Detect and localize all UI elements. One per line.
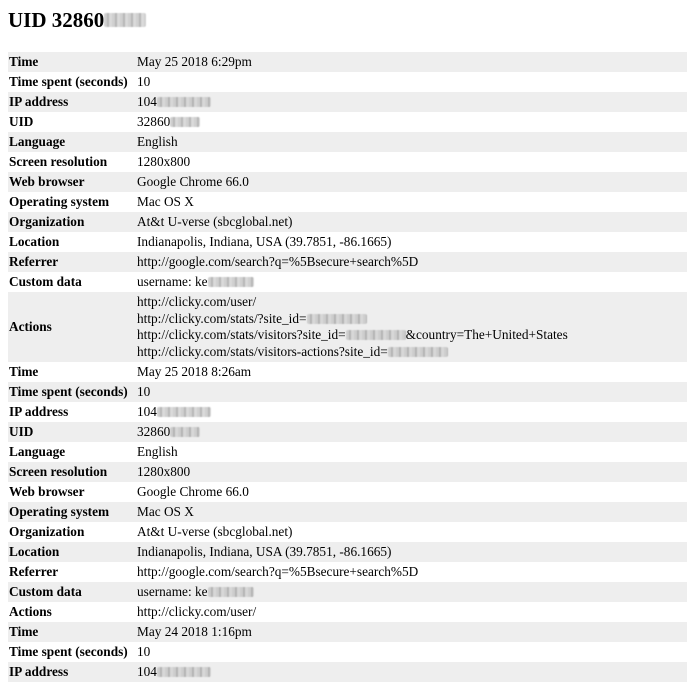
action-link[interactable] [137,344,687,363]
row-label: Actions [8,292,136,362]
table-row [8,442,687,462]
redacted-blur [346,330,406,340]
table-row [8,232,687,252]
ip-address-value: 104 [137,664,157,679]
table-row [8,462,687,482]
action-link[interactable]: http://clicky.com/user/ [136,602,687,622]
row-label: Time spent (seconds) [8,642,136,662]
row-label: IP address [8,92,136,112]
redacted-blur [157,97,211,107]
action-url: http://clicky.com/stats/?site_id= [137,310,307,326]
redacted-blur [157,407,211,417]
row-label: Time [8,52,136,72]
row-label: Time spent (seconds) [8,72,136,92]
custom-data-value: username: ke [137,274,208,289]
row-value [136,582,687,602]
row-value [136,402,687,422]
row-value [136,272,687,292]
redacted-blur [170,117,200,127]
row-label: Operating system [8,192,136,212]
table-row [8,582,687,602]
table-row [8,362,687,382]
row-value: At&t U-verse (sbcglobal.net) [136,522,687,542]
redacted-blur [157,667,211,677]
row-label: Time spent (seconds) [8,382,136,402]
ip-address-value: 104 [137,94,157,109]
action-link[interactable] [137,327,687,344]
row-label: Referrer [8,252,136,272]
row-value: Google Chrome 66.0 [136,482,687,502]
action-url: http://clicky.com/stats/visitors-actions?site_id= [137,343,388,359]
uid-value: 32860 [137,424,171,439]
page-title-text: UID 32860 [8,8,105,32]
ip-address-value: 104 [137,404,157,419]
row-value: 1280x800 [136,152,687,172]
custom-data-value: username: ke [137,584,208,599]
referrer-link[interactable]: http://google.com/search?q=%5Bsecure+search%5D [136,252,687,272]
table-row [8,402,687,422]
table-row [8,542,687,562]
row-label: Time [8,362,136,382]
row-value [136,662,687,682]
row-label: Screen resolution [8,152,136,172]
row-label: Time [8,622,136,642]
action-link[interactable]: http://clicky.com/user/ [137,294,257,309]
row-label: Screen resolution [8,462,136,482]
row-value: 1280x800 [136,462,687,482]
uid-value: 32860 [137,114,171,129]
table-row [8,272,687,292]
action-link[interactable] [137,311,687,328]
redacted-blur [170,427,200,437]
page-title [8,7,692,33]
row-label: Referrer [8,562,136,582]
table-row [8,112,687,132]
table-row [8,562,687,582]
table-row [8,522,687,542]
row-value: May 24 2018 1:16pm [136,622,687,642]
table-row [8,482,687,502]
referrer-link[interactable]: http://google.com/search?q=%5Bsecure+search%5D [136,562,687,582]
row-value [136,92,687,112]
table-row [8,52,687,72]
action-url-suffix: &country=The+United+States [405,327,568,342]
row-label: Location [8,232,136,252]
row-value [136,112,687,132]
row-label: IP address [8,402,136,422]
table-row [8,422,687,442]
row-value: 10 [136,642,687,662]
row-label: Web browser [8,172,136,192]
row-value: English [136,132,687,152]
table-row [8,662,687,682]
table-row [8,292,687,362]
row-value: 10 [136,382,687,402]
table-row [8,622,687,642]
row-value: English [136,442,687,462]
row-label: Location [8,542,136,562]
row-label: UID [8,112,136,132]
row-label: Actions [8,602,136,622]
row-label: Custom data [8,272,136,292]
row-value: Indianapolis, Indiana, USA (39.7851, -86.1665) [136,542,687,562]
table-row [8,252,687,272]
row-label: Language [8,132,136,152]
row-label: Organization [8,212,136,232]
table-row [8,212,687,232]
row-value: 10 [136,72,687,92]
row-value: Indianapolis, Indiana, USA (39.7851, -86.1665) [136,232,687,252]
redacted-blur [208,587,254,597]
row-value: Google Chrome 66.0 [136,172,687,192]
table-row [8,92,687,112]
redacted-blur [388,347,448,357]
row-label: Organization [8,522,136,542]
row-value [136,422,687,442]
row-label: UID [8,422,136,442]
table-row [8,132,687,152]
table-row [8,192,687,212]
row-label: Web browser [8,482,136,502]
row-value: May 25 2018 8:26am [136,362,687,382]
row-label: Language [8,442,136,462]
row-label: Operating system [8,502,136,522]
table-row [8,642,687,662]
action-url: http://clicky.com/stats/visitors?site_id= [137,327,346,342]
row-label: IP address [8,662,136,682]
visitor-sessions-table [8,52,687,682]
redacted-blur [208,277,254,287]
redacted-blur [104,13,146,27]
row-label: Custom data [8,582,136,602]
table-row [8,152,687,172]
actions-list [136,292,687,362]
row-value: At&t U-verse (sbcglobal.net) [136,212,687,232]
table-row [8,382,687,402]
row-value: Mac OS X [136,502,687,522]
table-row [8,172,687,192]
table-row [8,72,687,92]
row-value: Mac OS X [136,192,687,212]
redacted-blur [307,314,367,324]
row-value: May 25 2018 6:29pm [136,52,687,72]
table-row [8,602,687,622]
table-row [8,502,687,522]
